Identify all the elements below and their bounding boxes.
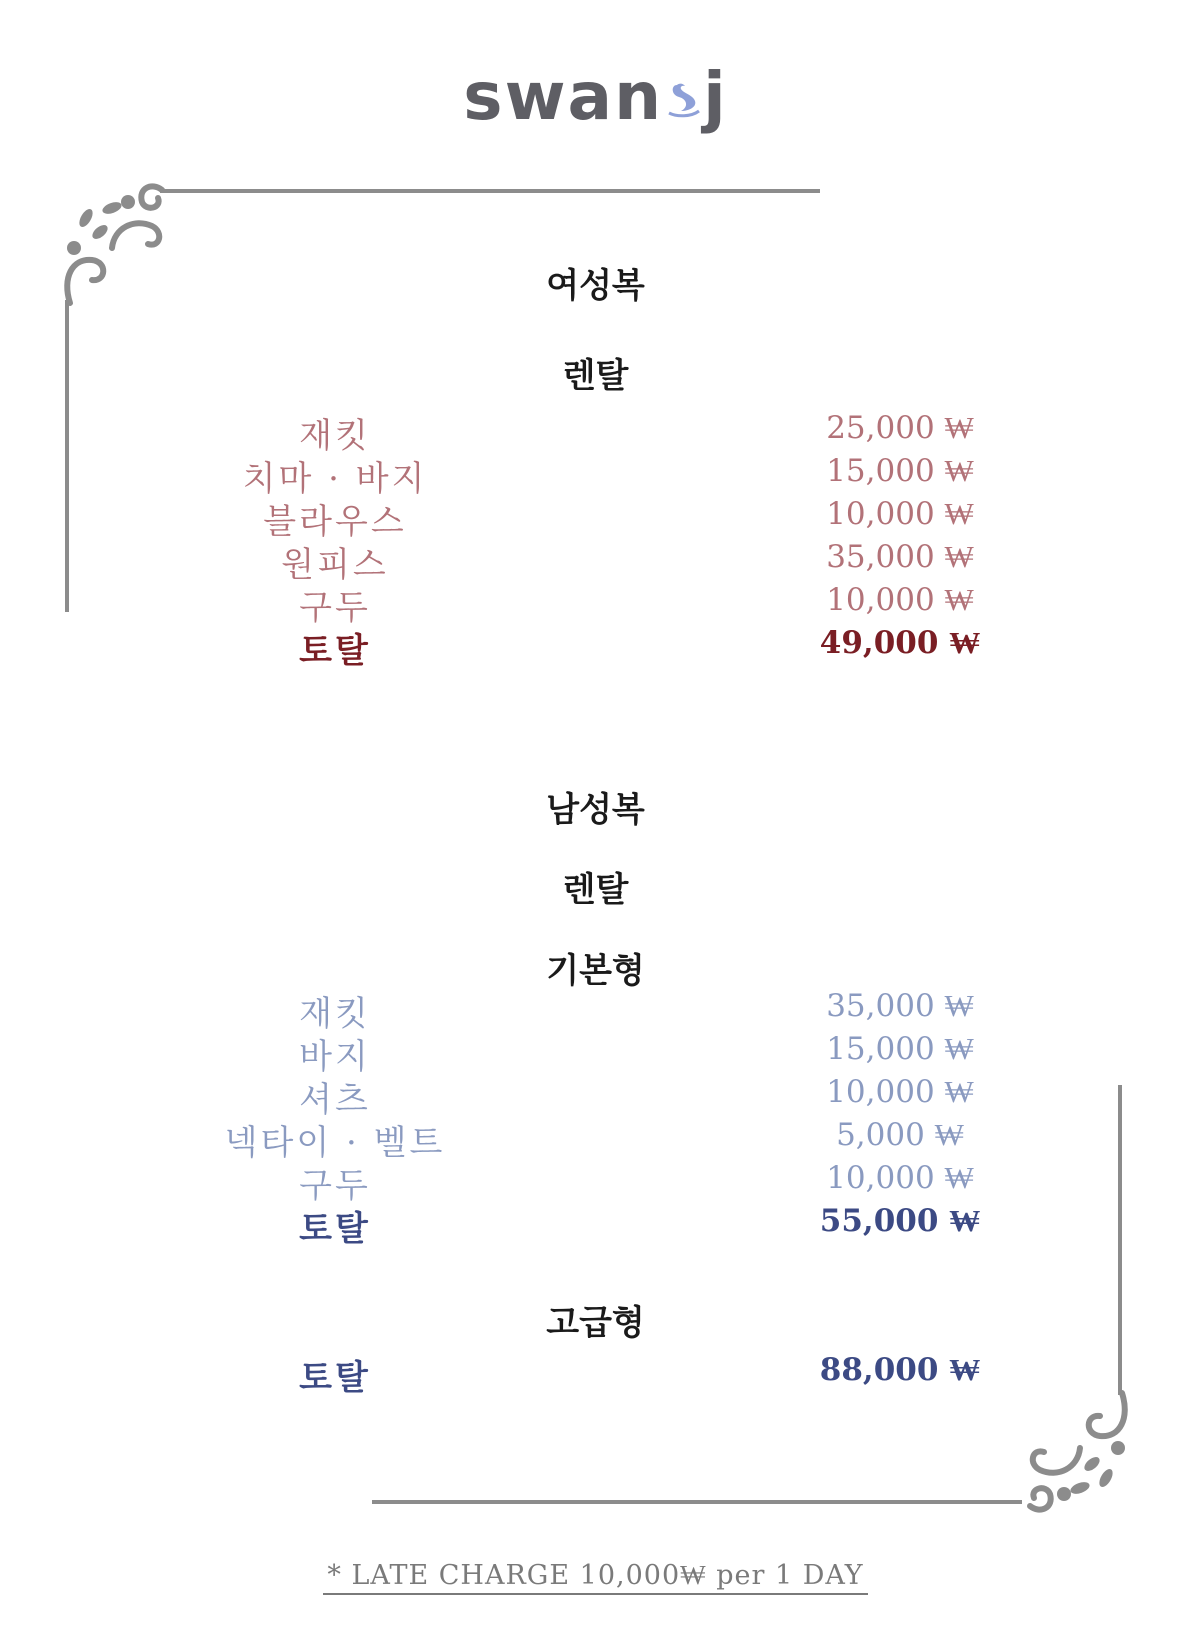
late-charge-note [0, 1560, 1191, 1591]
womens-item-price: 15,000 ₩ [826, 453, 974, 489]
swan-icon [663, 77, 703, 127]
mens-item-name: 구두 [299, 1166, 371, 1206]
frame-bottom-rule [372, 1500, 1022, 1504]
womens-title: 여성복 [546, 266, 645, 306]
womens-item-name: 원피스 [281, 545, 389, 585]
mens-item-price: 15,000 ₩ [826, 1031, 974, 1067]
mens-item-price: 10,000 ₩ [826, 1074, 974, 1110]
mens-item-name: 바지 [299, 1037, 371, 1077]
brand-logo [0, 58, 1191, 148]
ornament-bottom-right-icon [1010, 1388, 1140, 1518]
mens-basic-total-label: 토탈 [299, 1209, 371, 1249]
womens-item-price: 35,000 ₩ [826, 539, 974, 575]
mens-premium-total-label: 토탈 [299, 1358, 371, 1398]
frame-top-rule [160, 189, 820, 193]
late-charge-text: * LATE CHARGE 10,000₩ per 1 DAY [323, 1560, 867, 1595]
mens-item-price: 10,000 ₩ [826, 1160, 974, 1196]
womens-item-price: 25,000 ₩ [826, 410, 974, 446]
mens-item-price: 35,000 ₩ [826, 988, 974, 1024]
womens-item-price: 10,000 ₩ [826, 496, 974, 532]
mens-item-name: 셔츠 [299, 1080, 371, 1120]
womens-item-price: 10,000 ₩ [826, 582, 974, 618]
mens-title: 남성복 [546, 790, 645, 830]
mens-basic-total-price: 55,000 ₩ [819, 1203, 981, 1239]
womens-item-name: 블라우스 [263, 502, 407, 542]
logo-tail: j [703, 58, 728, 135]
womens-subtitle: 렌탈 [562, 356, 629, 396]
womens-total-label: 토탈 [299, 631, 371, 671]
logo-wordmark: swan [463, 58, 664, 135]
womens-item-name: 구두 [299, 588, 371, 628]
womens-item-name: 치마 · 바지 [242, 459, 428, 499]
mens-item-name: 넥타이 · 벨트 [224, 1123, 446, 1163]
frame-right-rule [1118, 1085, 1122, 1395]
mens-premium-total-price: 88,000 ₩ [819, 1352, 981, 1388]
mens-basic-title: 기본형 [546, 951, 645, 991]
womens-total-price: 49,000 ₩ [819, 625, 981, 661]
womens-item-name: 재킷 [299, 416, 371, 456]
mens-subtitle: 렌탈 [562, 870, 629, 910]
mens-premium-title: 고급형 [546, 1303, 645, 1343]
mens-item-price: 5,000 ₩ [836, 1117, 964, 1153]
mens-item-name: 재킷 [299, 994, 371, 1034]
frame-left-rule [65, 300, 69, 612]
